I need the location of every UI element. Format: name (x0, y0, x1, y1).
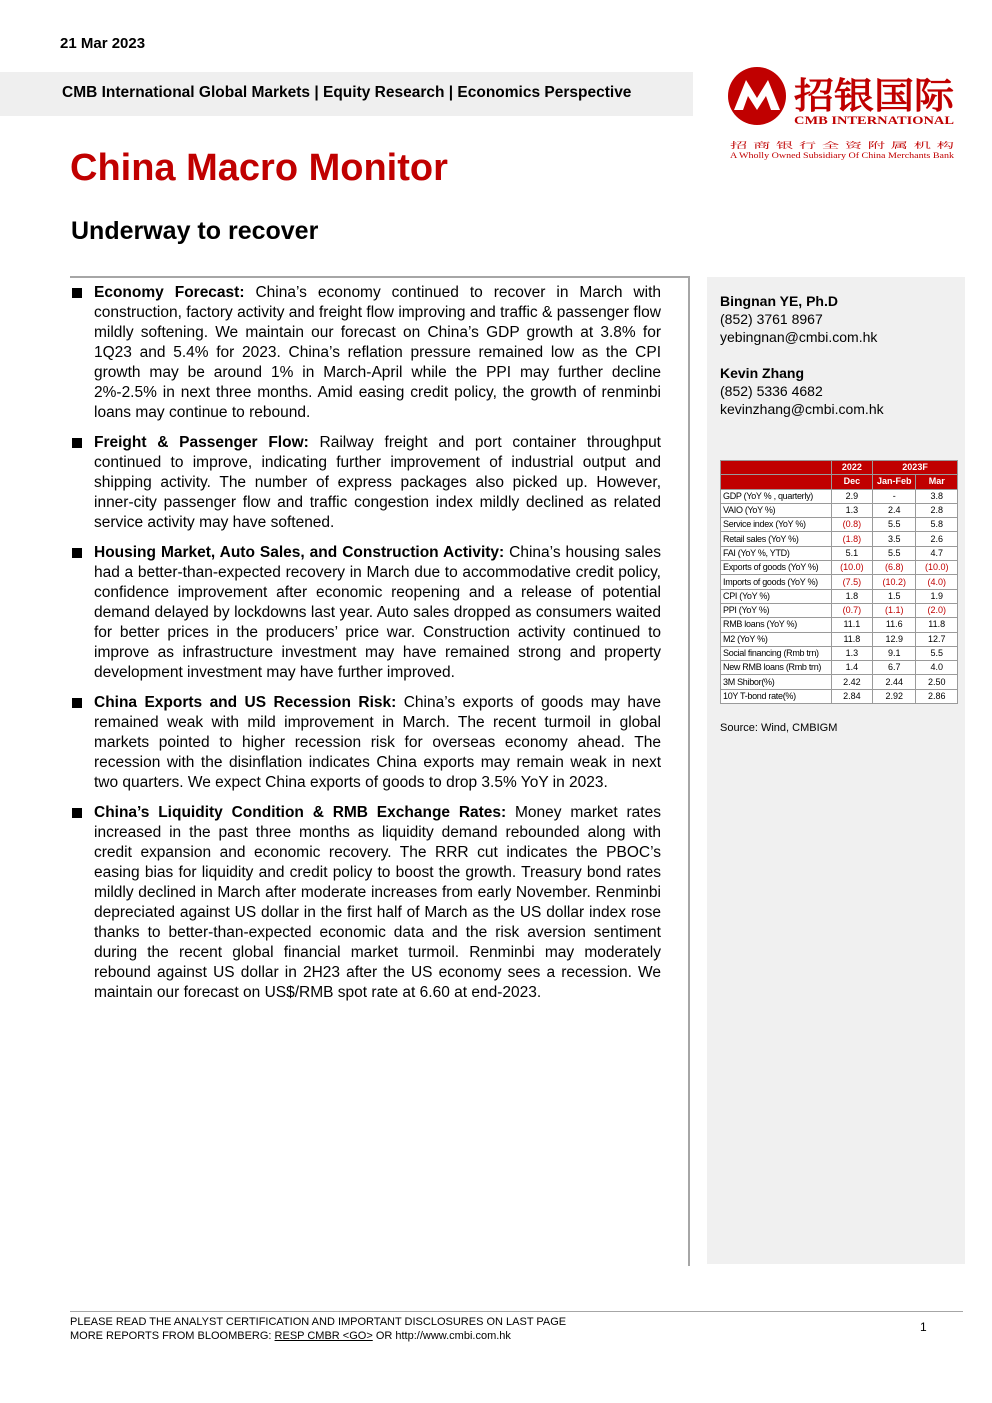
key-point-text: Money market rates increased in the past three months as liquidity demand rebounded along with credit expansion and economic recovery. The RRR cut indicates the PBOC’s easing bias for liquidity and credit policy to boost the growth. Treasury bond rates mildly declined in March after moderate increases from early November. Renminbi depreciated against US dollar in the first half of March as the US dollar index rose thanks to better-than-expected economic data and the risk aversion sentiment during the recent global financial market turmoil. Renminbi may moderately rebound against US dollar in 2H23 after the US economy sees a recession. We maintain our forecast on US$/RMB spot rate at 6.60 at end-2023. (94, 804, 661, 1001)
key-point-housing-auto-construction (71, 543, 661, 683)
indicator-label: Imports of goods (YoY %) (721, 575, 832, 589)
bullet-square-icon (72, 548, 82, 558)
indicator-value: 1.5 (873, 589, 916, 603)
table-row (721, 489, 958, 503)
footer-disclosure: PLEASE READ THE ANALYST CERTIFICATION AND IMPORTANT DISCLOSURES ON LAST PAGE (70, 1316, 567, 1328)
indicator-value: 2.6 (916, 532, 958, 546)
key-point-liquidity-rmb (71, 803, 661, 1003)
key-point-exports-recession (71, 693, 661, 793)
bloomberg-link[interactable]: RESP CMBR <GO> (274, 1330, 373, 1342)
key-points-list (71, 283, 661, 1013)
indicator-label: New RMB loans (Rmb trn) (721, 661, 832, 675)
table-row (721, 632, 958, 646)
indicator-value: 5.5 (873, 546, 916, 560)
indicator-value: 2.9 (831, 489, 873, 503)
indicator-value: 1.8 (831, 589, 873, 603)
indicator-value: 11.8 (916, 618, 958, 632)
table-header-cell: Jan-Feb (873, 475, 916, 489)
indicator-value: (10.0) (831, 561, 873, 575)
key-point-freight-passenger (71, 433, 661, 533)
indicator-value: 1.9 (916, 589, 958, 603)
key-point-text: Railway freight and port container throughput continued to improve, indicating further improvement of industrial output and shipping activity. The number of express packages also picked up. However, inner-city passenger flow and traffic congestion index mildly declined as related service activity may have softened. (94, 434, 661, 531)
indicator-value: 1.4 (831, 661, 873, 675)
indicator-value: 9.1 (873, 646, 916, 660)
table-row (721, 532, 958, 546)
table-header-cell: Mar (916, 475, 958, 489)
report-subtitle: Underway to recover (71, 217, 319, 245)
key-point-text: China’s housing sales had a better-than-expected recovery in March due to accommodative credit policy, confidence improvement after economic reopening and a release of potential demand delayed by lockdowns last year. Auto sales dropped as consumers waited for better prices in the producers’ price war. Construction activity continued to improve as infrastructure investment may have remained strong and property development investment may have further improved. (94, 544, 662, 681)
indicator-value: 5.5 (873, 518, 916, 532)
table-header-row (721, 475, 958, 489)
report-title: China Macro Monitor (70, 147, 448, 189)
table-row (721, 661, 958, 675)
key-point-heading: Freight & Passenger Flow: (94, 434, 309, 451)
indicator-value: (0.8) (831, 518, 873, 532)
indicator-label: RMB loans (YoY %) (721, 618, 832, 632)
key-point-heading: China’s Liquidity Condition & RMB Exchange Rates: (94, 804, 507, 821)
sidebar-panel (707, 277, 965, 1264)
table-header-cell (721, 461, 832, 475)
indicator-value: 2.4 (873, 503, 916, 517)
analyst-phone: (852) 5336 4682 (720, 383, 823, 399)
indicator-label: VAIO (YoY %) (721, 503, 832, 517)
indicator-value: 5.8 (916, 518, 958, 532)
indicator-value: 2.92 (873, 689, 916, 703)
logo-en-name: CMB INTERNATIONAL (794, 113, 954, 127)
indicator-value: 6.7 (873, 661, 916, 675)
bullet-square-icon (72, 288, 82, 298)
table-row (721, 546, 958, 560)
indicator-value: - (873, 489, 916, 503)
bullet-square-icon (72, 698, 82, 708)
indicator-value: (0.7) (831, 603, 873, 617)
logo-circle (728, 67, 786, 125)
indicator-value: (10.2) (873, 575, 916, 589)
table-row (721, 675, 958, 689)
indicator-value: 5.5 (916, 646, 958, 660)
key-point-economy-forecast (71, 283, 661, 423)
cmb-international-logo (724, 66, 964, 166)
indicator-label: Service index (YoY %) (721, 518, 832, 532)
footer-prefix: MORE REPORTS FROM BLOOMBERG: (70, 1330, 275, 1342)
footer-rule (70, 1311, 963, 1312)
bullet-square-icon (72, 808, 82, 818)
logo-en-sub: A Wholly Owned Subsidiary Of China Merchants Bank (730, 150, 955, 160)
indicator-value: 1.3 (831, 646, 873, 660)
indicator-value: 2.84 (831, 689, 873, 703)
indicator-value: 11.8 (831, 632, 873, 646)
indicator-label: CPI (YoY %) (721, 589, 832, 603)
page-number: 1 (920, 1320, 927, 1334)
indicator-label: PPI (YoY %) (721, 603, 832, 617)
indicator-label: FAI (YoY %, YTD) (721, 546, 832, 560)
table-row (721, 603, 958, 617)
indicator-label: Retail sales (YoY %) (721, 532, 832, 546)
macro-indicators-table (720, 460, 958, 704)
indicator-value: 11.1 (831, 618, 873, 632)
table-row (721, 646, 958, 660)
table-row (721, 503, 958, 517)
key-point-text: China’s exports of goods may have remained weak with mild improvement in March. The recent turmoil in global markets pointed to higher recession risk for overseas economy ahead. The recession with the disinflation indicates China exports may remain weak in next two quarters. We expect China exports of goods to drop 3.5% YoY in 2023. (94, 694, 661, 791)
table-row (721, 618, 958, 632)
indicator-value: 11.6 (873, 618, 916, 632)
indicator-value: (7.5) (831, 575, 873, 589)
indicator-value: 1.3 (831, 503, 873, 517)
indicator-value: (6.8) (873, 561, 916, 575)
indicator-label: 3M Shibor(%) (721, 675, 832, 689)
indicator-label: GDP (YoY % , quarterly) (721, 489, 832, 503)
table-row (721, 575, 958, 589)
indicator-value: 4.7 (916, 546, 958, 560)
footer-suffix[interactable]: OR http://www.cmbi.com.hk (372, 1330, 511, 1342)
table-row (721, 689, 958, 703)
table-header-cell: 2023F (873, 461, 958, 475)
indicator-value: 2.8 (916, 503, 958, 517)
table-row (721, 589, 958, 603)
key-point-heading: Economy Forecast: (94, 284, 245, 301)
table-header-cell (721, 475, 832, 489)
indicator-value: 5.1 (831, 546, 873, 560)
key-point-heading: China Exports and US Recession Risk: (94, 694, 397, 711)
table-source: Source: Wind, CMBIGM (720, 722, 838, 734)
key-point-text: China’s economy continued to recover in March with construction, factory activity and freight flow improving and traffic & passenger flow mildly softening. We maintain our forecast on China’s GDP growth at 3.8% for 1Q23 and 5.4% for 2023. China’s reflation pressure remained low as the CPI growth may be around 1% in March-April while the PPI may further decline 2%-2.5% in next three months. Amid easing credit policy, the growth of renminbi loans may continue to rebound. (94, 284, 661, 421)
analyst-card (720, 292, 950, 346)
analyst-phone: (852) 3761 8967 (720, 311, 823, 327)
table-row (721, 518, 958, 532)
indicator-value: 2.86 (916, 689, 958, 703)
indicator-value: (4.0) (916, 575, 958, 589)
table-row (721, 561, 958, 575)
table-body (721, 489, 958, 703)
section-rule-top (70, 276, 690, 278)
indicator-value: (10.0) (916, 561, 958, 575)
table-header-row (721, 461, 958, 475)
indicator-value: 12.9 (873, 632, 916, 646)
indicator-value: 2.42 (831, 675, 873, 689)
logo-cn-name: 招银国际 (794, 76, 956, 117)
indicator-label: Exports of goods (YoY %) (721, 561, 832, 575)
indicator-value: 12.7 (916, 632, 958, 646)
indicator-value: (1.1) (873, 603, 916, 617)
analyst-email[interactable]: kevinzhang@cmbi.com.hk (720, 401, 884, 417)
indicator-label: 10Y T-bond rate(%) (721, 689, 832, 703)
indicator-value: 4.0 (916, 661, 958, 675)
section-rule-side (688, 276, 690, 1266)
indicator-value: (1.8) (831, 532, 873, 546)
indicator-value: 2.44 (873, 675, 916, 689)
key-point-heading: Housing Market, Auto Sales, and Construction Activity: (94, 544, 505, 561)
table-header-cell: Dec (831, 475, 873, 489)
header-banner-text: CMB International Global Markets | Equity Research | Economics Perspective (62, 84, 632, 101)
footer-more-reports (70, 1330, 511, 1342)
indicator-label: Social financing (Rmb trn) (721, 646, 832, 660)
indicator-value: 3.8 (916, 489, 958, 503)
report-date: 21 Mar 2023 (60, 35, 146, 52)
analyst-card (720, 364, 950, 418)
indicator-value: 3.5 (873, 532, 916, 546)
analyst-email[interactable]: yebingnan@cmbi.com.hk (720, 329, 878, 345)
indicator-label: M2 (YoY %) (721, 632, 832, 646)
logo-cn-sub: 招 商 银 行 全 资 附 属 机 构 (730, 141, 833, 150)
indicator-value: 2.50 (916, 675, 958, 689)
analyst-name: Kevin Zhang (720, 365, 805, 381)
analyst-name: Bingnan YE, Ph.D (720, 293, 838, 309)
table-header-cell: 2022 (831, 461, 873, 475)
bullet-square-icon (72, 438, 82, 448)
indicator-value: (2.0) (916, 603, 958, 617)
